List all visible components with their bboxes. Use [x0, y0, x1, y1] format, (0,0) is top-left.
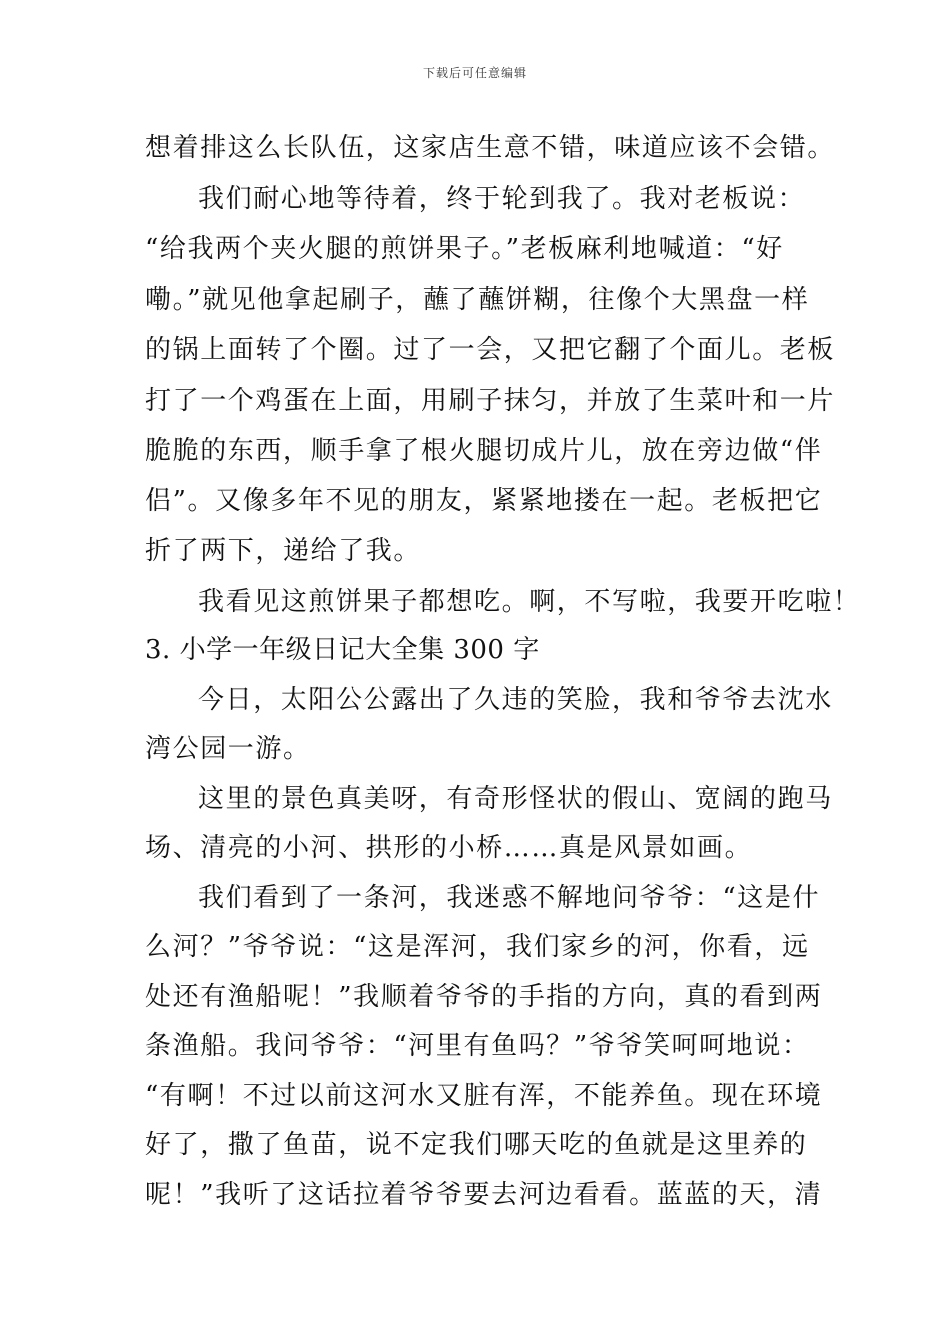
text-line: 这里的景色真美呀，有奇形怪状的假山、宽阔的跑马	[198, 784, 833, 814]
page-header: 下载后可任意编辑	[422, 66, 527, 80]
text-line: 我们耐心地等待着，终于轮到我了。我对老板说：	[198, 184, 806, 214]
text-line: “有啊！不过以前这河水又脏有浑，不能养鱼。现在环境	[145, 1081, 823, 1111]
text-line: 今日，太阳公公露出了久违的笑脸，我和爷爷去沈水	[198, 685, 833, 715]
text-line: 侣”。又像多年不见的朋友，紧紧地搂在一起。老板把它	[145, 486, 823, 516]
text-line: 的锅上面转了个圈。过了一会，又把它翻了个面儿。老板	[145, 335, 836, 365]
text-line: 脆脆的东西，顺手拿了根火腿切成片儿，放在旁边做“伴	[145, 436, 823, 466]
text-line: 湾公园一游。	[145, 734, 311, 764]
text-line: 么河？”爷爷说：“这是浑河，我们家乡的河，你看，远	[145, 932, 810, 962]
text-line: 呢！”我听了这话拉着爷爷要去河边看看。蓝蓝的天，清	[145, 1180, 823, 1210]
text-line: “给我两个夹火腿的煎饼果子。”老板麻利地喊道：“好	[145, 234, 784, 264]
text-line: 想着排这么长队伍，这家店生意不错，味道应该不会错。	[145, 133, 836, 163]
text-line: 嘞。”就见他拿起刷子，蘸了蘸饼糊，往像个大黑盘一样	[145, 285, 810, 315]
text-line: 好了，撒了鱼苗，说不定我们哪天吃的鱼就是这里养的	[145, 1130, 808, 1160]
text-line: 我们看到了一条河，我迷惑不解地问爷爷：“这是什	[198, 883, 821, 913]
text-line: 条渔船。我问爷爷：“河里有鱼吗？”爷爷笑呵呵地说：	[145, 1031, 810, 1061]
text-line: 折了两下，递给了我。	[145, 536, 422, 566]
text-line: 场、清亮的小河、拱形的小桥……真是风景如画。	[145, 833, 753, 863]
text-line: 打了一个鸡蛋在上面，用刷子抹匀，并放了生菜叶和一片	[145, 386, 836, 416]
section-heading: 3. 小学一年级日记大全集 300 字	[145, 635, 540, 665]
text-line: 我看见这煎饼果子都想吃。啊，不写啦，我要开吃啦！	[198, 587, 861, 617]
text-line: 处还有渔船呢！”我顺着爷爷的手指的方向，真的看到两	[145, 982, 823, 1012]
